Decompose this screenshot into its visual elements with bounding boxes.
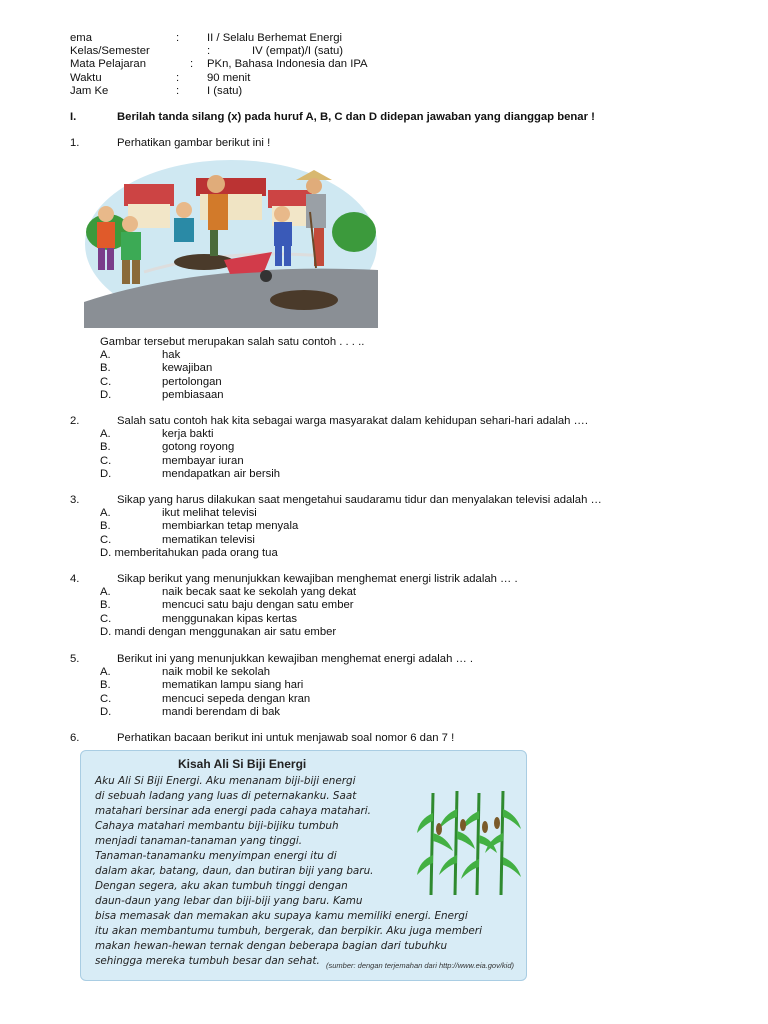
- question-text: Sikap berikut yang menunjukkan kewajiban menghemat energi listrik adalah … .: [117, 573, 518, 585]
- child-3: [174, 202, 194, 242]
- option-letter: D.: [100, 705, 112, 718]
- option-text: naik becak saat ke sekolah yang dekat: [162, 586, 357, 599]
- house-roof-right: [268, 190, 312, 208]
- option-c[interactable]: [100, 613, 336, 626]
- question-text: Sikap yang harus dilakukan saat mengetahui saudaramu tidur dan menyalakan televisi adalah …: [117, 494, 602, 506]
- option-text: menggunakan kipas kertas: [162, 612, 298, 625]
- option-text: kerja bakti: [162, 428, 214, 441]
- option-d[interactable]: [100, 626, 336, 639]
- option-letter: D.: [100, 467, 112, 480]
- option-letter: C.: [100, 692, 112, 705]
- passage-line: menjadi tanaman-tanaman yang tinggi.: [95, 835, 303, 847]
- passage-line: sehingga mereka tumbuh besar dan sehat.: [95, 955, 320, 967]
- passage-line: makan hewan-hewan ternak dengan beberapa bagian dari tubuhku: [95, 940, 448, 952]
- passage-line: itu akan membantumu tumbuh, bergerak, dan berpikir. Aku juga memberi: [95, 925, 482, 937]
- passage-line: matahari bersinar ada energi pada cahaya matahari.: [95, 805, 371, 817]
- option-text: ikut melihat televisi: [162, 507, 257, 520]
- option-a[interactable]: [100, 507, 278, 520]
- option-a[interactable]: [100, 586, 357, 599]
- question-number: 5.: [70, 653, 80, 665]
- option-letter: D.: [100, 625, 112, 638]
- passage-line: di sebuah ladang yang luas di peternakanku. Saat: [95, 790, 357, 802]
- question-number: 2.: [70, 415, 80, 427]
- passage-source: (sumber: dengan terjemahan dari http://www.eia.gov/kid): [325, 960, 514, 970]
- question-text: Berikut ini yang menunjukkan kewajiban menghemat energi adalah … .: [117, 653, 474, 665]
- option-c[interactable]: [100, 534, 278, 547]
- house-roof-left: [124, 184, 174, 206]
- option-text: kewajiban: [162, 362, 213, 375]
- option-text: pembiasaan: [162, 388, 224, 401]
- reading-passage: [80, 750, 527, 981]
- mud-pile-2: [270, 290, 338, 310]
- header-label: Mata Pelajaran: [70, 58, 146, 71]
- passage-line: Cahaya matahari membantu biji-bijiku tumbuh: [95, 820, 339, 832]
- header-label: Kelas/Semester: [70, 45, 150, 58]
- header-colon: :: [207, 45, 211, 58]
- header-value: PKn, Bahasa Indonesia dan IPA: [207, 58, 368, 71]
- option-letter: A.: [100, 507, 111, 520]
- option-text: mencuci sepeda dengan kran: [162, 692, 311, 705]
- option-text: membayar iuran: [162, 454, 244, 467]
- option-letter: B.: [100, 599, 111, 612]
- option-b[interactable]: [100, 520, 299, 533]
- header-colon: :: [176, 32, 180, 44]
- header-value: I (satu): [207, 84, 243, 97]
- option-text: naik mobil ke sekolah: [162, 666, 271, 679]
- option-text: memberitahukan pada orang tua: [114, 546, 278, 559]
- passage-title: Kisah Ali Si Biji Energi: [178, 757, 307, 771]
- option-text: mencuci satu baju dengan satu ember: [162, 599, 354, 612]
- header-label: Jam Ke: [70, 84, 109, 97]
- option-letter: C.: [100, 375, 112, 388]
- question-text: Perhatikan bacaan berikut ini untuk menjawab soal nomor 6 dan 7 !: [117, 732, 455, 744]
- passage-line: Tanaman-tanamanku menyimpan energi itu di: [95, 850, 337, 862]
- header-label: Waktu: [70, 71, 102, 84]
- option-letter: B.: [100, 441, 111, 454]
- header-value: II / Selalu Berhemat Energi: [207, 32, 343, 44]
- option-letter: C.: [100, 612, 112, 625]
- option-letter: B.: [100, 520, 111, 533]
- option-letter: D.: [100, 388, 112, 401]
- passage-line: Aku Ali Si Biji Energi. Aku menanam biji-biji energi: [95, 775, 356, 787]
- corn-plants-illustration: [417, 783, 521, 898]
- option-letter: A.: [100, 666, 111, 679]
- option-text: mandi berendam di bak: [162, 705, 281, 718]
- passage-line: dalam akar, batang, daun, dan butiran biji yang baru.: [95, 865, 374, 877]
- option-text: mandi dengan menggunakan air satu ember: [114, 625, 337, 638]
- option-b[interactable]: [100, 599, 354, 612]
- header-label: ema: [70, 32, 92, 44]
- option-text: mematikan televisi: [162, 533, 255, 546]
- wheelbarrow-wheel: [260, 270, 272, 282]
- question-number: 1.: [70, 137, 80, 149]
- section-number: I.: [70, 111, 77, 123]
- option-text: mematikan lampu siang hari: [162, 679, 304, 692]
- options-q4: [100, 586, 357, 639]
- passage-line: Dengan segera, aku akan tumbuh tinggi dengan: [95, 880, 348, 892]
- passage-line: bisa memasak dan memakan aku supaya kamu memiliki energi. Energi: [95, 910, 468, 922]
- header-value: 90 menit: [207, 71, 251, 84]
- question-number: 6.: [70, 732, 80, 744]
- option-letter: B.: [100, 679, 111, 692]
- header-value: IV (empat)/I (satu): [252, 45, 344, 58]
- question-prompt: Gambar tersebut merupakan salah satu contoh . . . ..: [100, 336, 365, 348]
- passage-line: daun-daun yang lebar dan biji-biji yang baru. Kamu: [95, 895, 363, 907]
- tree-right: [332, 212, 376, 252]
- question-number: 4.: [70, 573, 80, 585]
- option-text: membiarkan tetap menyala: [162, 520, 299, 533]
- option-letter: A.: [100, 349, 111, 362]
- options-q3: [100, 507, 299, 560]
- option-letter: C.: [100, 533, 112, 546]
- option-letter: A.: [100, 428, 111, 441]
- option-text: gotong royong: [162, 441, 235, 454]
- header-colon: :: [176, 84, 180, 97]
- option-letter: B.: [100, 362, 111, 375]
- header-colon: :: [176, 71, 180, 84]
- house-roof-center: [196, 178, 266, 196]
- option-letter: C.: [100, 454, 112, 467]
- option-d[interactable]: [100, 547, 278, 560]
- question-text: Salah satu contoh hak kita sebagai warga masyarakat dalam kehidupan sehari-hari adalah ….: [117, 415, 588, 427]
- option-text: pertolongan: [162, 375, 222, 388]
- option-letter: A.: [100, 586, 111, 599]
- instruction-text: Berilah tanda silang (x) pada huruf A, B, C dan D didepan jawaban yang dianggap benar !: [117, 111, 595, 123]
- gotong-royong-illustration: [84, 152, 378, 328]
- question-text: Perhatikan gambar berikut ini !: [117, 137, 271, 149]
- header-colon: :: [190, 58, 194, 71]
- option-letter: D.: [100, 546, 112, 559]
- option-text: mendapatkan air bersih: [162, 467, 281, 480]
- option-text: hak: [162, 349, 181, 362]
- question-number: 3.: [70, 494, 80, 506]
